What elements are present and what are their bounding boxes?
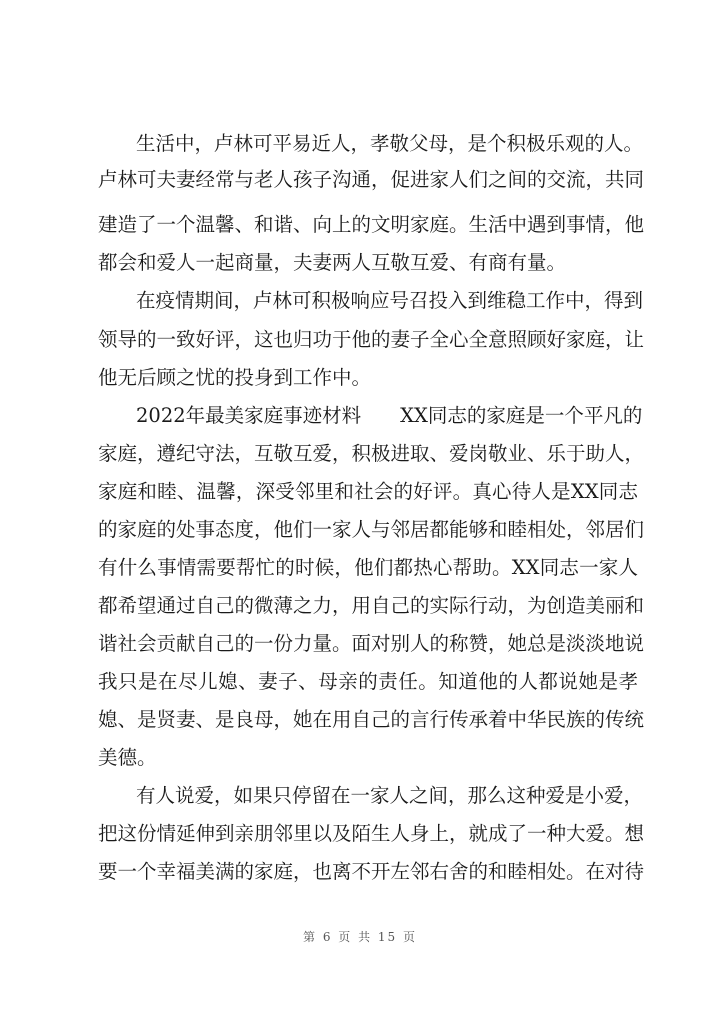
text-line: 建造了一个温馨、和谐、向上的文明家庭。生活中遇到事情，他 [98, 213, 645, 236]
text-line: 家庭，遵纪守法，互敬互爱，积极进取、爱岗敬业、乐于助人， [98, 442, 645, 465]
text-line: 2022年最美家庭事迹材料 XX同志的家庭是一个平凡的 [136, 404, 643, 427]
text-line: 都会和爱人一起商量，夫妻两人互敬互爱、有商有量。 [98, 251, 567, 274]
text-line: 我只是在尽儿媳、妻子、母亲的责任。知道他的人都说她是孝 [98, 670, 638, 693]
text-line: 他无后顾之忧的投身到工作中。 [98, 366, 372, 389]
page-footer: 第 6 页 共 15 页 [303, 930, 417, 944]
text-line: 家庭和睦、温馨，深受邻里和社会的好评。真心待人是XX同志 [98, 480, 638, 503]
text-line: 领导的一致好评，这也归功于他的妻子全心全意照顾好家庭，让 [98, 328, 645, 351]
text-line: 有什么事情需要帮忙的时候，他们都热心帮助。XX同志一家人 [98, 556, 638, 579]
text-line: 在疫情期间，卢林可积极响应号召投入到维稳工作中，得到 [136, 289, 644, 312]
text-line: 媳、是贤妻、是良母，她在用自己的言行传承着中华民族的传统 [98, 708, 645, 731]
text-line: 卢林可夫妻经常与老人孩子沟通，促进家人们之间的交流，共同 [98, 168, 645, 191]
text-line: 生活中，卢林可平易近人，孝敬父母，是个积极乐观的人。 [136, 132, 644, 155]
text-line: 把这份情延伸到亲朋邻里以及陌生人身上，就成了一种大爱。想 [98, 822, 645, 845]
text-line: 都希望通过自己的微薄之力，用自己的实际行动，为创造美丽和 [98, 594, 645, 617]
text-line: 谐社会贡献自己的一份力量。面对别人的称赞，她总是淡淡地说 [98, 632, 645, 655]
text-line: 美德。 [98, 746, 157, 769]
text-line: 的家庭的处事态度，他们一家人与邻居都能够和睦相处，邻居们 [98, 518, 645, 541]
text-line: 要一个幸福美满的家庭，也离不开左邻右舍的和睦相处。在对待 [98, 860, 645, 883]
text-line: 有人说爱，如果只停留在一家人之间，那么这种爱是小爱， [136, 784, 644, 807]
